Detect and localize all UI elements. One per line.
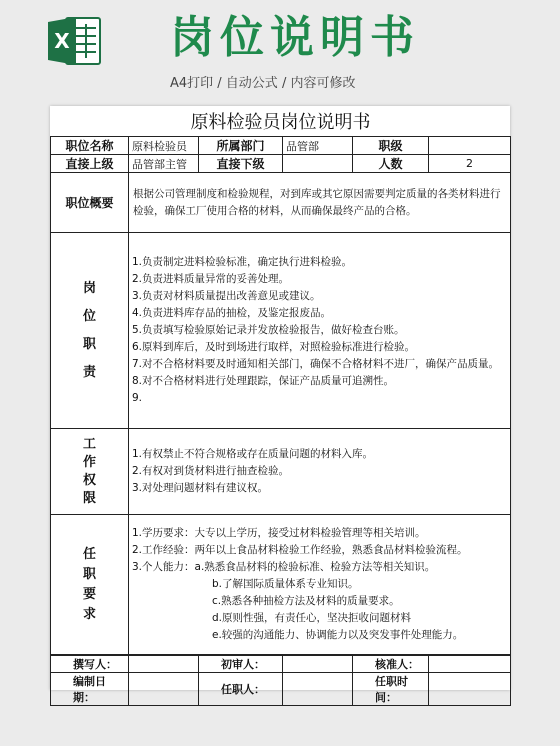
superior-label: 直接上级 [51, 155, 129, 173]
subordinate-value[interactable] [283, 155, 353, 173]
reviewer-label: 初审人： [199, 656, 283, 673]
list-item: 7.对不合格材料要及时通知相关部门，确保不合格材料不进厂，确保产品质量。 [132, 358, 500, 370]
list-item: c.熟悉各种抽检方法及材料的质量要求。 [212, 595, 400, 607]
job-name-value[interactable]: 原料检验员 [129, 137, 199, 155]
list-item: 8.对不合格材料进行处理跟踪，保证产品质量可追溯性。 [132, 375, 395, 387]
list-item: 1.学历要求：大专以上学历，接受过材料检验管理等相关培训。 [132, 527, 426, 539]
list-item: b.了解国际质量体系专业知识。 [212, 578, 359, 590]
requirements-list[interactable] [129, 515, 511, 655]
excel-logo-letter: X [54, 29, 70, 53]
duties-label: 岗 位 职 责 [51, 233, 129, 429]
list-item: 3.个人能力：a.熟悉食品材料的检验标准、检验方法等相关知识。 [132, 561, 436, 573]
department-value[interactable]: 品管部 [283, 137, 353, 155]
duties-list[interactable] [129, 233, 511, 429]
job-description-table [50, 106, 511, 655]
list-item: 1.有权禁止不符合规格或存在质量问题的材料入库。 [132, 448, 374, 460]
holder-label: 任职人： [199, 673, 283, 706]
list-item: e.较强的沟通能力、协调能力以及突发事件处理能力。 [212, 629, 464, 641]
job-description-sheet [50, 106, 510, 704]
signature-table [50, 655, 511, 706]
date-field[interactable] [129, 673, 199, 706]
approver-label: 核准人： [353, 656, 429, 673]
list-item: 1.负责制定进料检验标准，确定执行进料检验。 [132, 256, 353, 268]
page-subtitle: A4打印 / 自动公式 / 内容可修改 [170, 76, 356, 91]
level-value[interactable] [429, 137, 511, 155]
overview-text[interactable]: 根据公司管理制度和检验规程，对到库或其它原因需要判定质量的各类材料进行检验，确保工厂使用合格的材料，从而确保最终产品的合格。 [129, 173, 511, 233]
reviewer-field[interactable] [283, 656, 353, 673]
headcount-label: 人数 [353, 155, 429, 173]
tenure-field[interactable] [429, 673, 511, 706]
date-label: 编制日期： [51, 673, 129, 706]
document-title: 原料检验员岗位说明书 [51, 106, 511, 137]
excel-icon [46, 14, 102, 68]
department-label: 所属部门 [199, 137, 283, 155]
writer-field[interactable] [129, 656, 199, 673]
list-item: 2.有权对到货材料进行抽查检验。 [132, 465, 290, 477]
list-item: d.原则性强，有责任心，坚决拒收问题材料 [212, 612, 412, 624]
list-item: 2.工作经验：两年以上食品材料检验工作经验，熟悉食品材料检验流程。 [132, 544, 468, 556]
page-title: 岗位说明书 [170, 12, 420, 63]
superior-value[interactable]: 品管部主管 [129, 155, 199, 173]
level-label: 职级 [353, 137, 429, 155]
page-header [0, 0, 560, 100]
authority-label: 工 作 权 限 [51, 429, 129, 515]
list-item: 3.负责对材料质量提出改善意见或建议。 [132, 290, 321, 302]
list-item: 4.负责进料库存品的抽检，及鉴定报废品。 [132, 307, 332, 319]
headcount-value[interactable]: 2 [429, 155, 511, 173]
list-item: 5.负责填写检验原始记录并发放检验报告，做好检查台账。 [132, 324, 405, 336]
job-name-label: 职位名称 [51, 137, 129, 155]
subordinate-label: 直接下级 [199, 155, 283, 173]
tenure-label: 任职时间： [353, 673, 429, 706]
approver-field[interactable] [429, 656, 511, 673]
list-item: 2.负责进料质量异常的妥善处理。 [132, 273, 290, 285]
holder-field[interactable] [283, 673, 353, 706]
writer-label: 撰写人： [51, 656, 129, 673]
overview-label: 职位概要 [51, 173, 129, 233]
authority-list[interactable] [129, 429, 511, 515]
requirements-label: 任 职 要 求 [51, 515, 129, 655]
list-item: 9. [132, 392, 143, 404]
list-item: 3.对处理问题材料有建议权。 [132, 482, 269, 494]
list-item: 6.原料到库后，及时到场进行取样，对照检验标准进行检验。 [132, 341, 416, 353]
